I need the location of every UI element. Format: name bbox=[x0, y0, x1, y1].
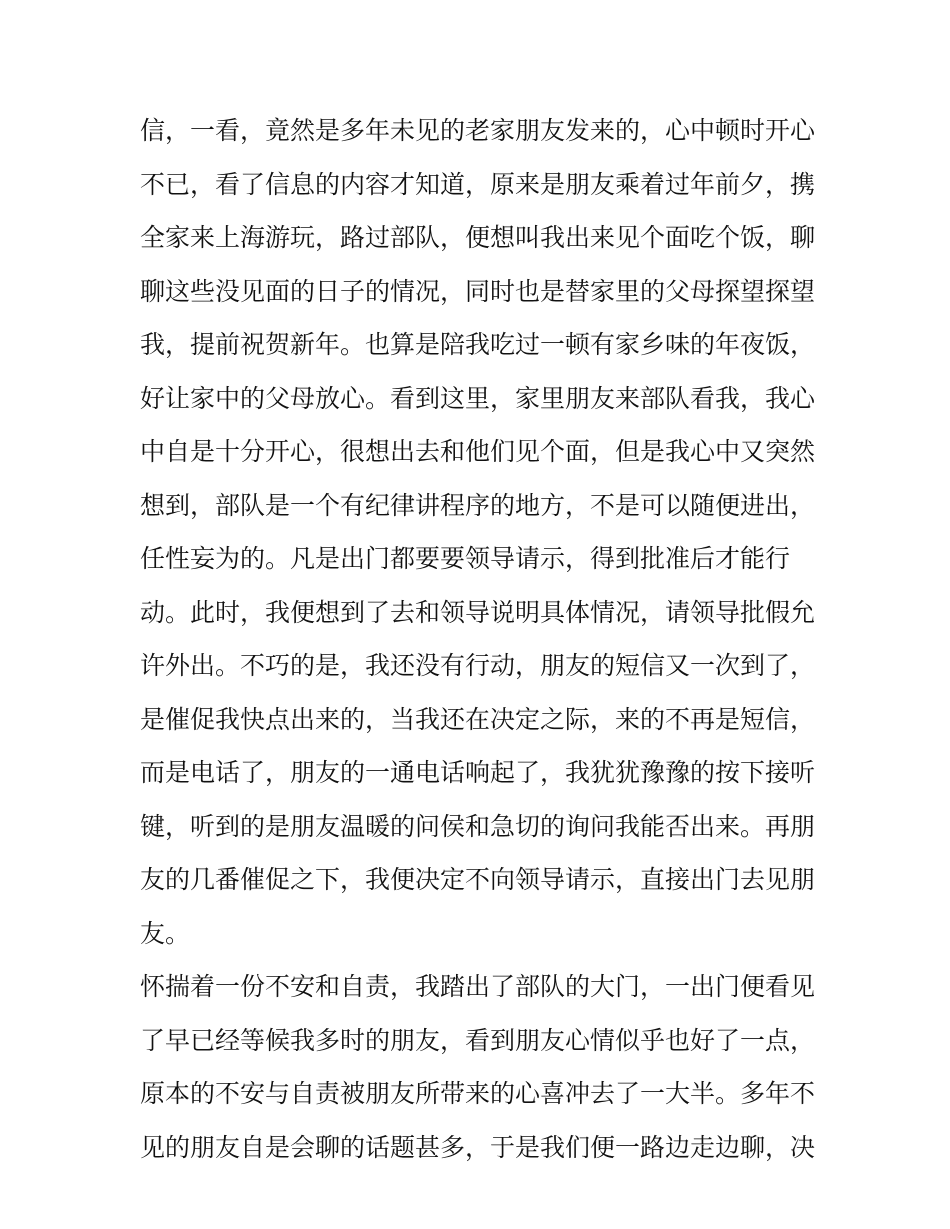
text-line: 全家来上海游玩，路过部队，便想叫我出来见个面吃个饭，聊 bbox=[140, 223, 816, 252]
body-text bbox=[140, 104, 820, 1174]
text-line: 而是电话了，朋友的一通电话响起了，我犹犹豫豫的按下接听 bbox=[140, 758, 816, 787]
text-line: 想到，部队是一个有纪律讲程序的地方，不是可以随便进出， bbox=[140, 490, 816, 520]
text-line: 键，听到的是朋友温暖的问侯和急切的询问我能否出来。再朋 bbox=[140, 811, 816, 841]
text-line: 不已，看了信息的内容才知道，原来是朋友乘着过年前夕，携 bbox=[140, 169, 816, 199]
text-line: 信，一看，竟然是多年未见的老家朋友发来的，心中顿时开心 bbox=[140, 116, 816, 145]
text-line: 我，提前祝贺新年。也算是陪我吃过一顿有家乡味的年夜饭， bbox=[140, 330, 816, 359]
text-line: 见的朋友自是会聊的话题甚多，于是我们便一路边走边聊，决 bbox=[140, 1132, 816, 1162]
text-line: 动。此时，我便想到了去和领导说明具体情况，请领导批假允 bbox=[140, 597, 816, 627]
text-line: 友。 bbox=[140, 918, 191, 948]
text-line: 许外出。不巧的是，我还没有行动，朋友的短信又一次到了， bbox=[140, 651, 816, 680]
text-line: 怀揣着一份不安和自责，我踏出了部队的大门，一出门便看见 bbox=[140, 972, 816, 1001]
text-line: 友的几番催促之下，我便决定不向领导请示，直接出门去见朋 bbox=[140, 865, 816, 894]
text-line: 好让家中的父母放心。看到这里，家里朋友来部队看我，我心 bbox=[140, 383, 816, 413]
text-line: 中自是十分开心，很想出去和他们见个面，但是我心中又突然 bbox=[140, 437, 816, 466]
text-line: 了早已经等候我多时的朋友，看到朋友心情似乎也好了一点， bbox=[140, 1025, 816, 1055]
text-line: 是催促我快点出来的，当我还在决定之际，来的不再是短信， bbox=[140, 704, 816, 734]
text-line: 原本的不安与自责被朋友所带来的心喜冲去了一大半。多年不 bbox=[140, 1079, 816, 1108]
text-line: 聊这些没见面的日子的情况，同时也是替家里的父母探望探望 bbox=[140, 276, 816, 306]
text-line: 任性妄为的。凡是出门都要要领导请示，得到批准后才能行 bbox=[140, 544, 791, 573]
